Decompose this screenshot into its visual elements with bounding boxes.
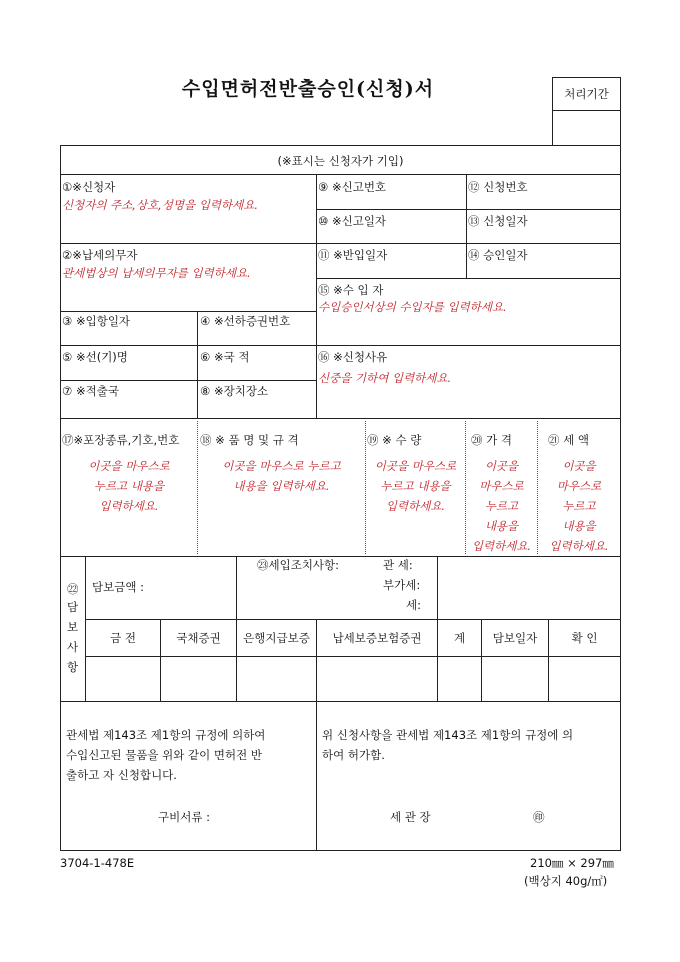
paper-size: 210㎜ × 297㎜ (530, 856, 614, 870)
security-label-3: 보 (67, 620, 79, 634)
bl-number-label: ④ ※선하증권번호 (200, 314, 291, 328)
declaration-line-2: 수입신고된 물품을 위와 같이 면허전 반 (66, 748, 263, 762)
reason-hint: 신중을 기하여 입력하세요. (318, 371, 452, 385)
packaging-header: ⑰※포장종류,기호,번호 (62, 433, 180, 447)
col-bank-guarantee: 은행지급보증 (243, 631, 310, 645)
taxpayer-label: ②※납세의무자 (62, 248, 138, 262)
application-date-label: ⑬ 신청일자 (468, 214, 528, 228)
security-label-1: ㉒ (67, 582, 79, 596)
storage-place-label: ⑧ ※장치장소 (200, 384, 269, 398)
approval-date-label: ⑭ 승인일자 (468, 248, 528, 262)
permission-line-2: 하여 허가함. (322, 748, 385, 762)
declaration-date-label: ⑩ ※신고일자 (318, 214, 387, 228)
declaration-line-3: 출하고 자 신청합니다. (66, 768, 177, 782)
notice-text: (※표시는 신청자가 기입) (277, 154, 404, 168)
carry-in-date-label: ⑪ ※반입일자 (318, 248, 388, 262)
processing-period-label: 처리기간 (564, 87, 609, 101)
security-label-2: 담 (67, 600, 79, 614)
seal-mark: ㊞ (533, 810, 545, 824)
bank-guarantee-input[interactable] (237, 657, 316, 701)
applicant-hint: 신청자의 주소,상호,성명을 입력하세요. (62, 198, 259, 212)
form-number: 3704-1-478E (60, 856, 135, 870)
govt-bonds-input[interactable] (161, 657, 236, 701)
quantity-input[interactable]: 이곳을 마우스로 누르고 내용을 입력하세요. (374, 459, 457, 513)
security-label-5: 항 (67, 660, 79, 674)
item-header: ⑱ ※ 품 명 및 규 격 (200, 433, 299, 447)
taxpayer-hint: 관세법상의 납세의무자를 입력하세요. (62, 266, 251, 280)
price-header: ⑳ 가 격 (471, 433, 513, 447)
col-govt-bonds: 국채증권 (176, 631, 221, 645)
importer-hint: 수입승인서상의 수입자를 입력하세요. (318, 300, 507, 314)
col-cash: 금 전 (110, 631, 136, 645)
vessel-name-label: ⑤ ※선(기)명 (62, 350, 128, 364)
security-label-4: 사 (67, 640, 79, 654)
form-title: 수입면허전반출승인(신청)서 (181, 78, 435, 100)
reason-label: ⑯ ※신청사유 (318, 350, 388, 364)
attachments-label: 구비서류 : (158, 810, 210, 824)
surety-insurance-input[interactable] (317, 657, 437, 701)
nationality-label: ⑥ ※국 적 (200, 350, 250, 364)
item-input[interactable]: 이곳을 마우스로 누르고 내용을 입력하세요. (222, 459, 341, 493)
declaration-no-label: ⑨ ※신고번호 (318, 180, 387, 194)
declaration-line-1: 관세법 제143조 제1항의 규정에 의하여 (66, 728, 266, 742)
tax-item-other: 세: (406, 598, 421, 612)
cash-input[interactable] (86, 657, 160, 701)
customs-director-label: 세 관 장 (390, 810, 431, 824)
col-total: 계 (453, 631, 466, 645)
col-security-date: 담보일자 (492, 631, 538, 645)
permission-line-1: 위 신청사항을 관세법 제143조 제1항의 규정에 의 (322, 728, 574, 742)
application-no-label: ⑫ 신청번호 (468, 180, 528, 194)
arrival-date-label: ③ ※입항일자 (62, 314, 131, 328)
tax-item-vat: 부가세: (383, 578, 421, 592)
security-amount-label: 담보금액 : (92, 580, 144, 594)
tax-input[interactable]: 이곳을 마우스로 누르고 내용을 입력하세요. (549, 459, 609, 553)
confirm-input[interactable] (549, 657, 620, 701)
tax-item-customs: 관 세: (383, 558, 413, 572)
loading-country-label: ⑦ ※적출국 (62, 384, 119, 398)
paper-type: (백상지 40g/㎡) (524, 874, 608, 888)
col-surety-insurance: 납세보증보험증권 (332, 631, 422, 645)
quantity-header: ⑲ ※ 수 량 (367, 433, 422, 447)
processing-period-field[interactable] (553, 111, 620, 145)
price-input[interactable]: 이곳을 마우스로 누르고 내용을 입력하세요. (471, 459, 532, 553)
attachments-field[interactable] (228, 804, 312, 828)
importer-label: ⑮ ※수 입 자 (318, 283, 384, 297)
tax-header: ㉑ 세 액 (548, 433, 590, 447)
tax-action-label: ㉓세입조치사항: (257, 558, 340, 572)
tax-action-field[interactable] (438, 557, 620, 619)
applicant-label: ①※신청자 (62, 180, 116, 194)
security-date-input[interactable] (482, 657, 548, 701)
packaging-input[interactable]: 이곳을 마우스로 누르고 내용을 입력하세요. (88, 459, 170, 513)
total-input[interactable] (438, 657, 481, 701)
col-confirm: 확 인 (571, 631, 598, 645)
